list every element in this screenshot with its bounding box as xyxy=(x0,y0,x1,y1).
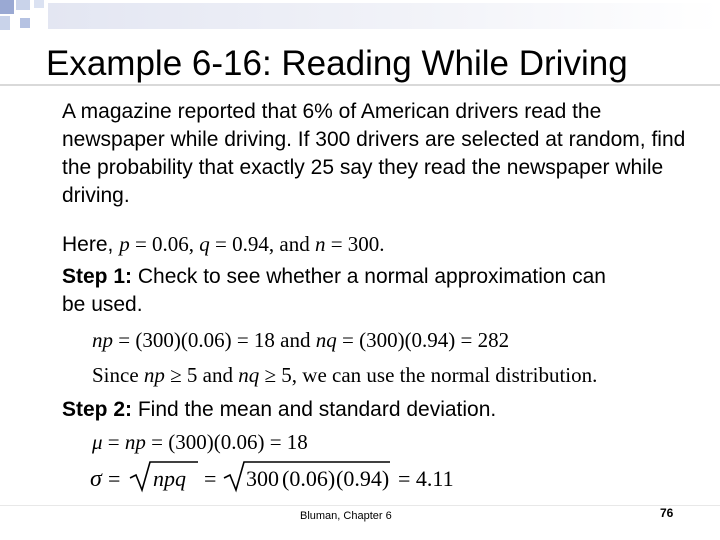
npq-term: npq xyxy=(153,466,186,491)
footer-text: Bluman, Chapter 6 xyxy=(300,510,392,522)
problem-statement: A magazine reported that 6% of American drivers read the newspaper while driving. If 300 drivers are selected at random, find the probability that exactly 25 say they read the newspaper while driving. xyxy=(62,100,686,207)
decor-square xyxy=(0,16,10,30)
footer-divider xyxy=(0,505,720,506)
given-values: Here, p = 0.06, q = 0.94, and n = 300. xyxy=(62,232,385,256)
header-band xyxy=(48,3,720,29)
sigma-value-p: (0.06) xyxy=(282,466,336,491)
decor-square xyxy=(20,18,30,28)
svg-text:=: = xyxy=(204,466,217,491)
decor-square xyxy=(0,0,14,14)
sigma-value-q: (0.94) xyxy=(336,466,390,491)
step-1-continued: be used. xyxy=(62,293,143,316)
decor-square xyxy=(16,0,30,10)
sigma-symbol: σ xyxy=(90,466,102,492)
svg-text:=: = xyxy=(108,466,121,491)
mean-calculation: μ = np = (300)(0.06) = 18 xyxy=(92,430,308,454)
page-number: 76 xyxy=(660,506,674,520)
decor-square xyxy=(34,0,44,8)
sigma-result: = 4.11 xyxy=(398,466,454,491)
slide-title: Example 6-16: Reading While Driving xyxy=(46,44,628,83)
normal-condition: Since np ≥ 5 and nq ≥ 5, we can use the normal distribution. xyxy=(92,363,598,387)
title-divider xyxy=(0,84,720,86)
sigma-value-n: 300 xyxy=(246,466,279,491)
np-nq-calculation: np = (300)(0.06) = 18 and nq = (300)(0.94) = 282 xyxy=(92,328,510,352)
standard-deviation-formula xyxy=(90,458,470,498)
step-2: Step 2: Find the mean and standard deviation. xyxy=(62,398,497,421)
step-1: Step 1: Check to see whether a normal approximation can xyxy=(62,265,606,288)
